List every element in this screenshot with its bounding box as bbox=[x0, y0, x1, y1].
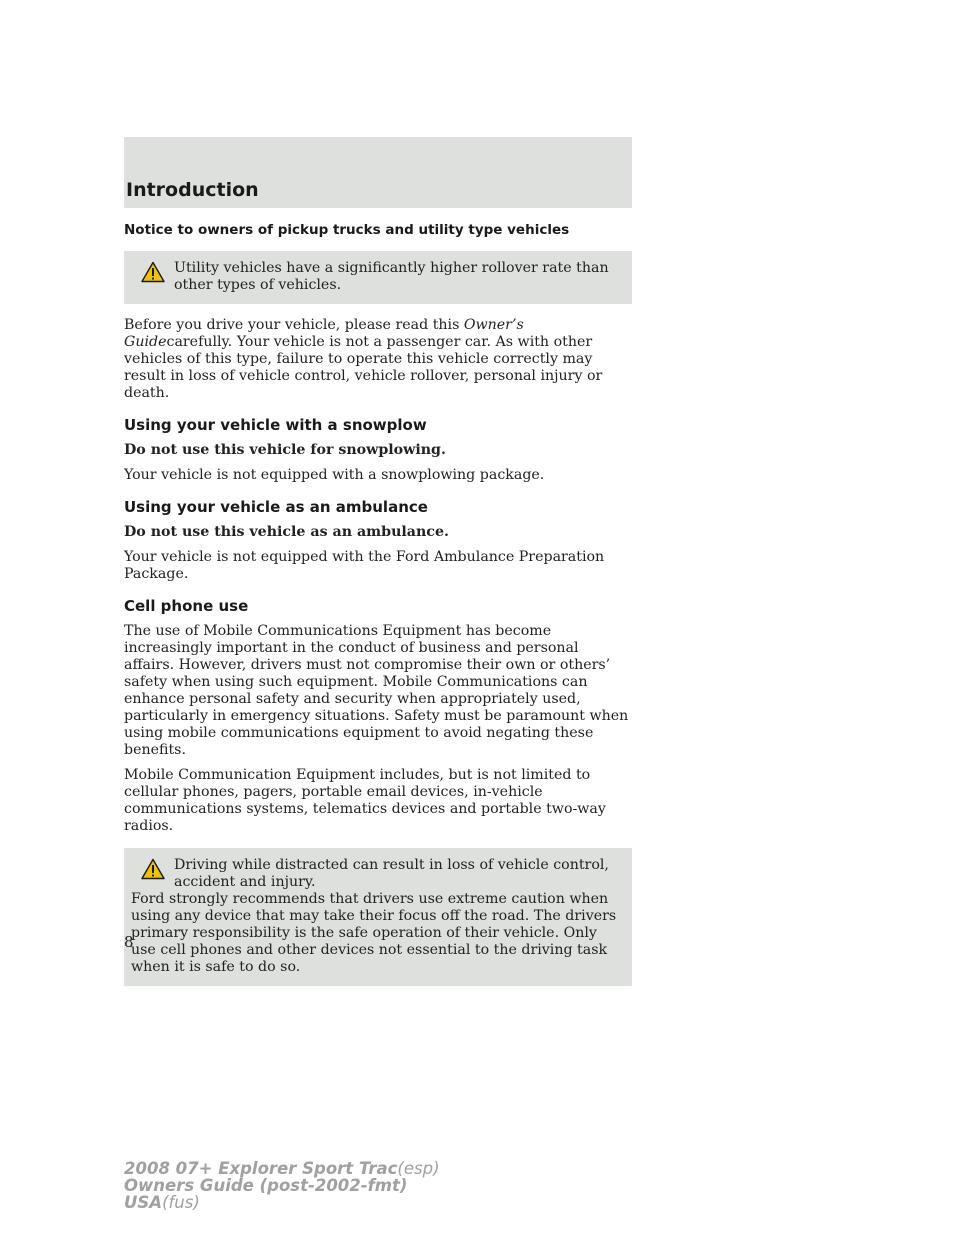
snowplow-bold-text: Do not use this vehicle for snowplowing. bbox=[124, 442, 446, 458]
warning-triangle-icon bbox=[141, 261, 165, 283]
footer-model: 2008 07+ Explorer Sport Trac bbox=[124, 1159, 398, 1178]
distraction-warning-text bbox=[131, 857, 622, 976]
page-title: Introduction bbox=[126, 179, 259, 201]
cell-phone-paragraph-2: Mobile Communication Equipment includes, but is not limited to cellular phones, pagers, portable email devices, in-vehicle communications systems, telematics devices and portable two-way radios. bbox=[124, 767, 606, 834]
snowplow-bold-statement bbox=[124, 442, 632, 459]
warning-triangle-icon bbox=[141, 858, 165, 880]
heading-cell-phone: Cell phone use bbox=[124, 597, 249, 615]
footer-market: USA bbox=[124, 1193, 163, 1212]
footer-line-2 bbox=[124, 1177, 440, 1194]
heading-notice: Notice to owners of pickup trucks and utility type vehicles bbox=[124, 222, 570, 238]
header-band bbox=[124, 137, 632, 208]
footer-line-3 bbox=[124, 1194, 440, 1211]
ambulance-bold-statement bbox=[124, 524, 632, 541]
footer-market-code: (fus) bbox=[162, 1193, 200, 1212]
footer-line-1 bbox=[124, 1160, 440, 1177]
snowplow-paragraph: Your vehicle is not equipped with a snowplowing package. bbox=[124, 467, 545, 483]
cell-phone-paragraph-1: The use of Mobile Communications Equipment has become increasingly important in the conduct of business and personal affairs. However, drivers must not compromise their own or others’ safety when using such equipment. Mobile Communications can enhance personal safety and security when appropriately used, particularly in emergency situations. Safety must be paramount when using mobile communications equipment to avoid negating these benefits. bbox=[124, 623, 629, 758]
heading-snowplow: Using your vehicle with a snowplow bbox=[124, 416, 427, 434]
rollover-warning-text: Utility vehicles have a significantly higher rollover rate than other types of vehicles. bbox=[174, 260, 609, 293]
footer-guide-type: Owners Guide (post-2002-fmt) bbox=[124, 1176, 408, 1195]
rollover-warning-box bbox=[124, 251, 632, 304]
distraction-warning-rest: Ford strongly recommends that drivers use extreme caution when using any device that may take their focus off the road. The drivers primary responsibility is the safe operation of their vehicle. Only use cell phones and other devices not essential to the driving task when it is safe to do so. bbox=[131, 891, 617, 975]
ambulance-bold-text: Do not use this vehicle as an ambulance. bbox=[124, 524, 449, 540]
page-content bbox=[124, 222, 632, 999]
page-number: 8 bbox=[124, 933, 134, 951]
footer-model-code: (esp) bbox=[397, 1159, 440, 1178]
document-footer bbox=[124, 1160, 440, 1211]
distraction-warning-lead: Driving while distracted can result in loss of vehicle control, accident and injury. bbox=[174, 857, 609, 890]
owners-guide-reference: Owner’s Guide bbox=[124, 317, 524, 350]
notice-text-end: carefully. Your vehicle is not a passenger car. As with other vehicles of this type, failure to operate this vehicle correctly may result in loss of vehicle control, vehicle rollover, personal injury or death. bbox=[124, 334, 603, 401]
notice-text-start: Before you drive your vehicle, please read this bbox=[124, 317, 464, 333]
distraction-warning-box bbox=[124, 848, 632, 986]
ambulance-paragraph: Your vehicle is not equipped with the Ford Ambulance Preparation Package. bbox=[124, 549, 605, 582]
notice-paragraph bbox=[124, 317, 632, 402]
heading-ambulance: Using your vehicle as an ambulance bbox=[124, 498, 428, 516]
